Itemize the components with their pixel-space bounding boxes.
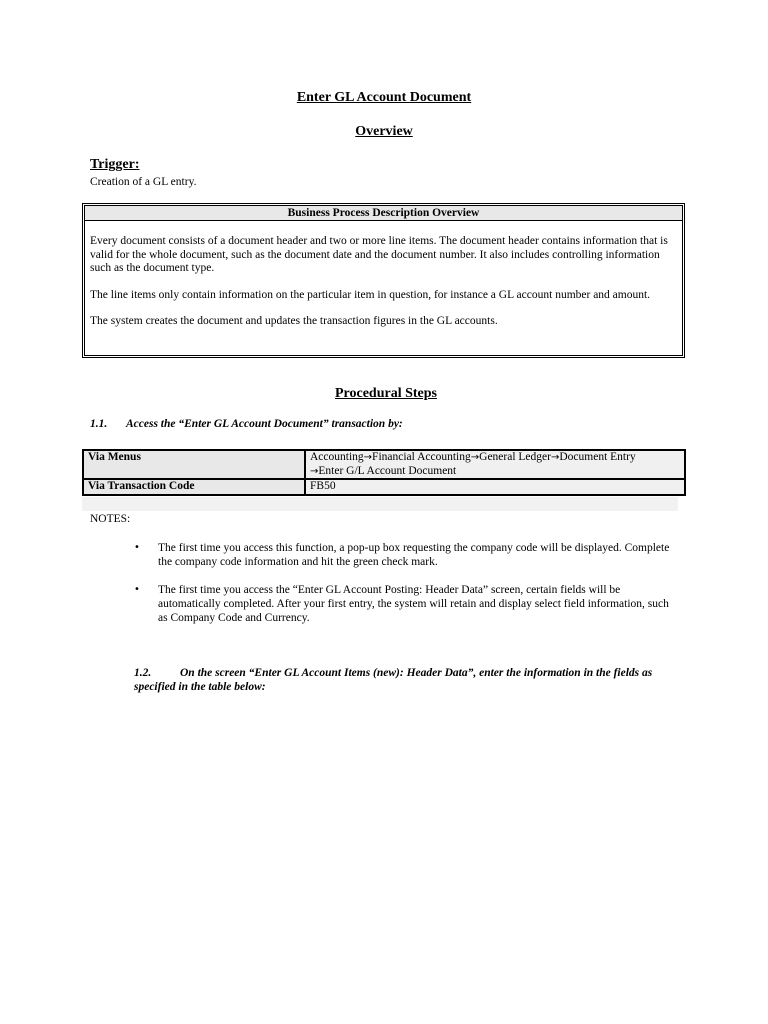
list-item [134,583,680,625]
arrow-right-icon: → [363,452,373,463]
notes-label: NOTES: [90,513,131,525]
menus-label: Via Menus [83,450,305,479]
table-row [83,479,685,495]
step-1-2 [134,666,674,694]
bpd-paragraph: The line items only contain information on the particular item in question, for instance a GL account number and amount. [90,288,651,301]
procedural-steps-heading: Procedural Steps [334,386,437,401]
arrow-right-icon: → [310,465,319,477]
step-number: 1.1. [90,418,108,430]
notes-list [134,541,680,639]
business-process-description-box [82,203,685,358]
menu-path-item: Financial Accounting [372,451,471,463]
tcode-value: FB50 [305,479,685,495]
overview-heading: Overview [355,124,413,139]
bpd-header: Business Process Description Overview [85,206,682,221]
bpd-paragraph: The system creates the document and updates the transaction figures in the GL accounts. [90,315,498,327]
bpd-body [85,221,682,329]
page-title: Enter GL Account Document [296,90,472,105]
step-text: On the screen “Enter GL Account Items (new): Header Data”, enter the information in the fields as specified in the table below: [134,667,653,693]
menus-path [305,450,685,479]
menu-path-item: General Ledger [479,451,551,463]
note-text: The first time you access the “Enter GL Account Posting: Header Data” screen, certain fields will be automatically completed. After your first entry, the system will retain and display select field information, such as Company Code and Currency. [158,584,669,624]
trigger-text: Creation of a GL entry. [90,176,197,188]
menu-path-item: Accounting [310,451,364,463]
tcode-label: Via Transaction Code [83,479,305,495]
arrow-right-icon: → [470,452,480,463]
access-table [82,449,686,496]
table-row [83,450,685,479]
bullet-icon: • [134,542,140,553]
shaded-divider [82,497,678,511]
menu-path-item: Enter G/L Account Document [318,464,457,477]
note-text: The first time you access this function, a pop-up box requesting the company code will be displayed. Complete the company code information and hit the green check mark. [158,542,670,568]
step-1-1 [90,418,403,430]
bullet-icon: • [134,584,140,595]
arrow-right-icon: → [550,452,560,463]
step-number: 1.2. [134,667,152,679]
list-item [134,541,680,569]
menu-path-item: Document Entry [559,451,636,463]
trigger-label: Trigger: [90,157,140,172]
step-text: Access the “Enter GL Account Document” transaction by: [126,418,403,430]
bpd-paragraph: Every document consists of a document header and two or more line items. The document header contains information that is valid for the whole document, such as the document date and the document number. It also includes controlling information such as the document type. [90,235,668,274]
